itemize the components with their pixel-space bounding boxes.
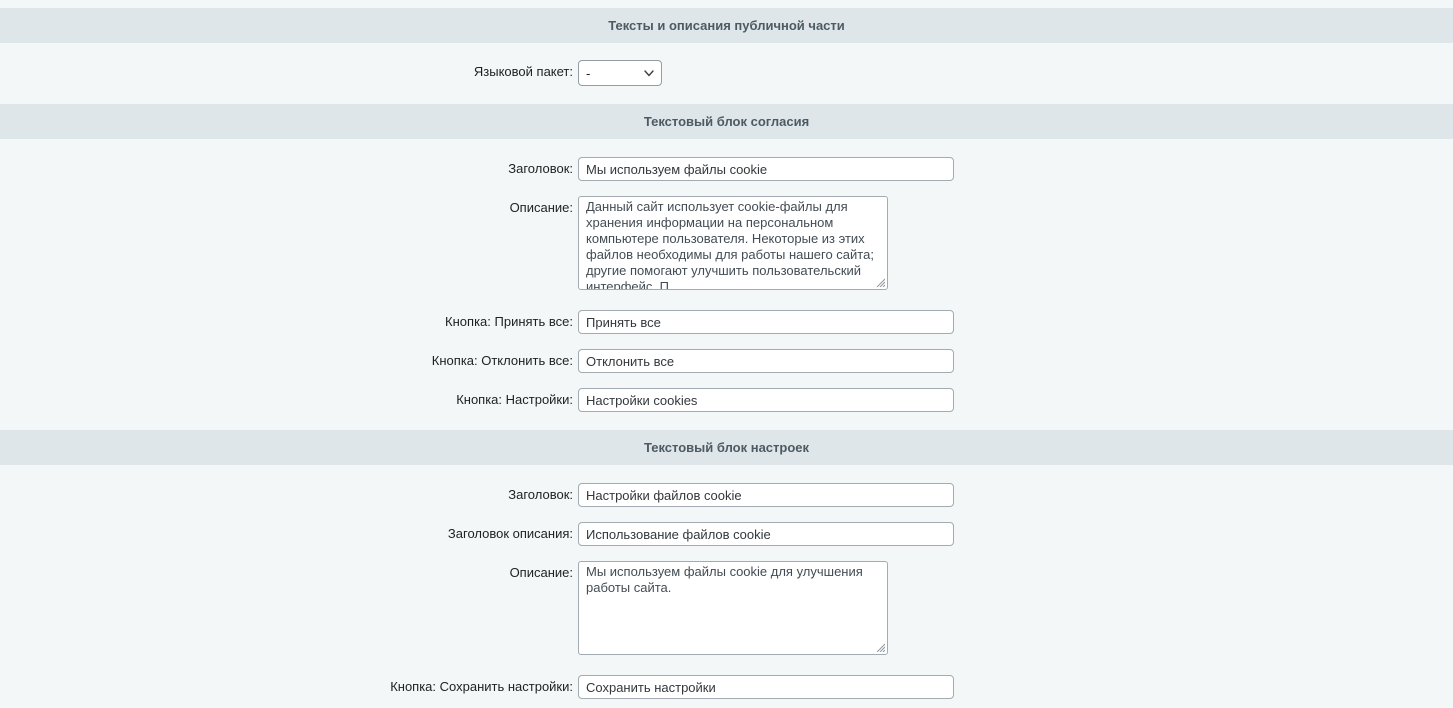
form-row-settings-title (0, 483, 1453, 507)
accept-all-label: Кнопка: Принять все: (445, 314, 573, 329)
settings-title-label: Заголовок: (508, 487, 573, 502)
settings-description-wrap (578, 561, 888, 655)
consent-description-wrap (578, 196, 888, 290)
accept-all-button-text-input[interactable] (578, 310, 954, 334)
form-row-settings-description-title (0, 522, 1453, 546)
settings-description-title-input[interactable] (578, 522, 954, 546)
settings-button-label: Кнопка: Настройки: (456, 392, 573, 407)
section-body-consent (0, 139, 1453, 430)
settings-title-input[interactable] (578, 483, 954, 507)
form-row-accept-all (0, 310, 1453, 334)
form-row-settings-description (0, 561, 1453, 660)
save-settings-button-text-input[interactable] (578, 675, 954, 699)
consent-description-label: Описание: (509, 200, 573, 215)
decline-all-button-text-input[interactable] (578, 349, 954, 373)
form-row-consent-description (0, 196, 1453, 295)
section-body-settings (0, 465, 1453, 708)
resize-grip-icon[interactable] (875, 642, 885, 652)
form-row-consent-title (0, 157, 1453, 181)
language-pack-select-wrap (578, 60, 662, 86)
form-row-decline-all (0, 349, 1453, 373)
settings-description-label: Описание: (509, 565, 573, 580)
settings-description-textarea[interactable] (578, 561, 888, 655)
settings-description-title-label: Заголовок описания: (447, 526, 573, 541)
resize-grip-icon[interactable] (875, 277, 885, 287)
consent-title-label: Заголовок: (508, 161, 573, 176)
language-pack-select[interactable] (578, 60, 662, 86)
section-header-settings-block (0, 430, 1453, 465)
settings-button-text-input[interactable] (578, 388, 954, 412)
section-title: Тексты и описания публичной части (608, 18, 845, 33)
form-row-language-pack (0, 60, 1453, 86)
form-row-settings-button (0, 388, 1453, 412)
form-row-save-settings (0, 675, 1453, 699)
section-title: Текстовый блок согласия (643, 114, 810, 129)
consent-description-textarea[interactable] (578, 196, 888, 290)
section-title: Текстовый блок настроек (643, 440, 810, 455)
language-pack-label: Языковой пакет: (473, 64, 573, 79)
consent-title-input[interactable] (578, 157, 954, 181)
section-header-consent-block (0, 104, 1453, 139)
save-settings-label: Кнопка: Сохранить настройки: (390, 679, 573, 694)
section-header-public-texts (0, 8, 1453, 43)
decline-all-label: Кнопка: Отклонить все: (431, 353, 573, 368)
section-body-language (0, 43, 1453, 104)
